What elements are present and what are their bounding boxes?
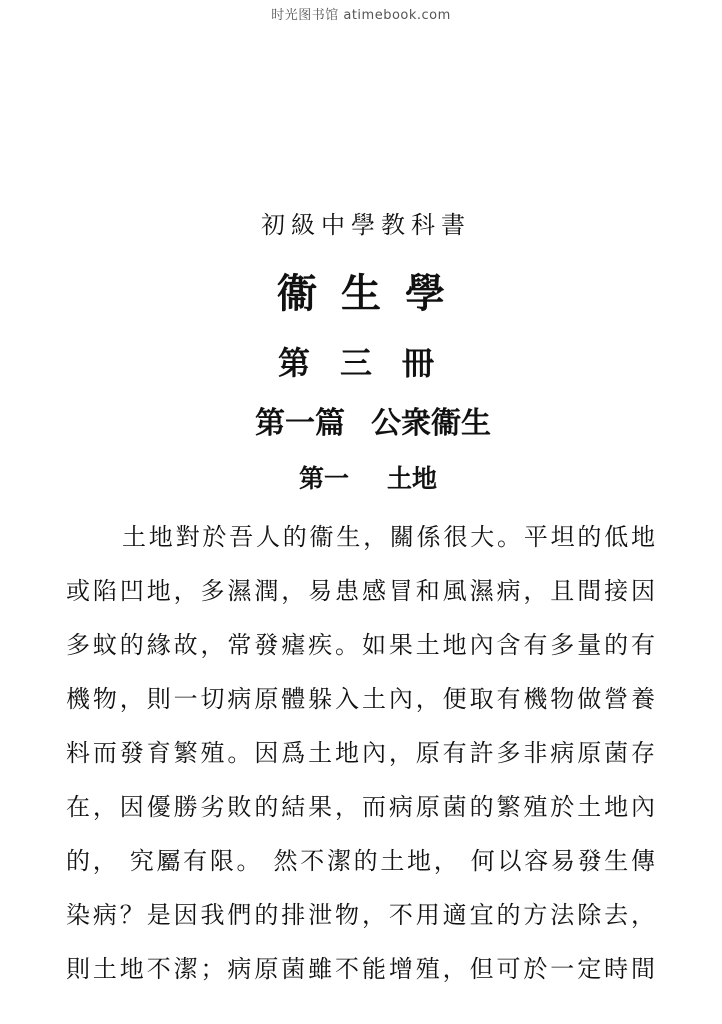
body-text	[66, 510, 656, 996]
part-number: 第一篇	[255, 406, 345, 441]
body-line: 則土地不潔；病原菌雖不能增殖，但可於一定時間	[66, 955, 656, 983]
site-watermark: 时光图书馆 atimebook.com	[271, 8, 451, 23]
body-line: 料而發育繁殖。因爲土地內，原有許多非病原菌存	[66, 739, 656, 767]
body-line: 多蚊的緣故，常發瘧疾。如果土地內含有多量的有	[66, 631, 656, 659]
body-line: 染病？是因我們的排泄物，不用適宜的方法除去，	[66, 901, 656, 929]
book-title: 衞生學	[277, 270, 469, 317]
section-name: 土地	[387, 464, 438, 493]
body-line: 的， 究屬有限。 然不潔的土地， 何以容易發生傳	[66, 847, 656, 875]
body-line: 土地對於吾人的衞生，關係很大。平坦的低地	[122, 523, 656, 551]
series-heading: 初級中學教科書	[261, 211, 471, 239]
body-line: 或陷凹地，多濕潤，易患感冒和風濕病，且間接因	[66, 577, 656, 605]
volume-heading: 第三冊	[277, 344, 464, 382]
body-line: 在，因優勝劣敗的結果，而病原菌的繁殖於土地內	[66, 793, 656, 821]
section-heading	[0, 459, 722, 495]
body-line: 機物，則一切病原體躲入土內，便取有機物做營養	[66, 685, 656, 713]
section-number: 第一	[298, 464, 349, 493]
part-heading	[0, 398, 722, 442]
part-name: 公衆衞生	[371, 406, 491, 441]
